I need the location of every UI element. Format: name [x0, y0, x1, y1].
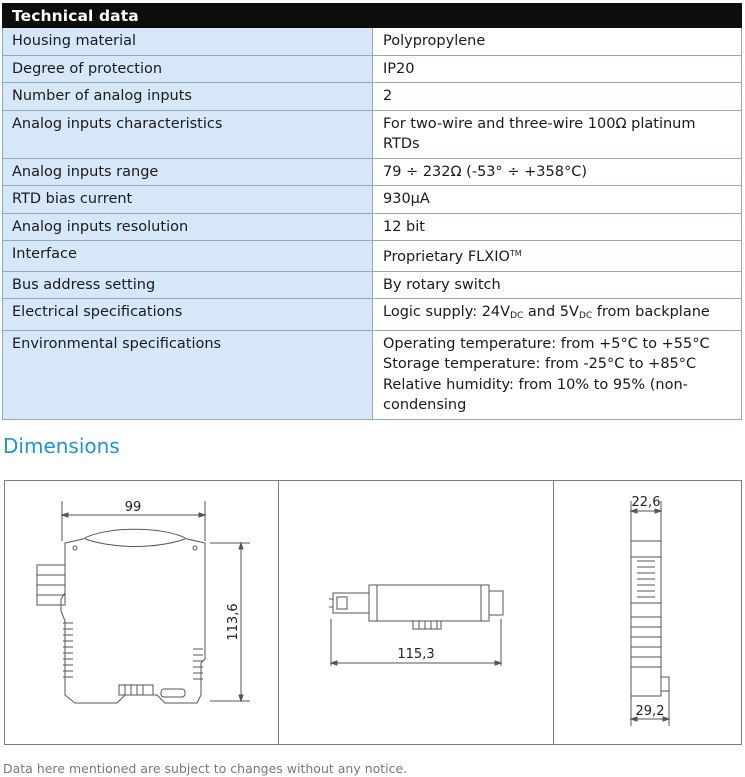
row-value: For two-wire and three-wire 100Ω platinum RTDs [373, 110, 742, 158]
table-row [3, 241, 742, 272]
bottom-view-panel [278, 480, 554, 745]
front-view-panel [4, 480, 279, 745]
footnote: Data here mentioned are subject to changes without any notice. [3, 761, 408, 776]
table-row [3, 186, 742, 214]
row-value: IP20 [373, 55, 742, 83]
bottom-view-drawing [279, 481, 553, 744]
row-label: Environmental specifications [3, 330, 373, 419]
row-value: By rotary switch [373, 271, 742, 299]
side-view-drawing [554, 481, 741, 744]
row-label: Housing material [3, 28, 373, 56]
table-row [3, 330, 742, 419]
row-label: Analog inputs range [3, 158, 373, 186]
technical-data-title: Technical data [3, 4, 742, 28]
env-line: condensing [383, 397, 467, 413]
row-value: Polypropylene [373, 28, 742, 56]
interface-value: Proprietary FLXIO [383, 249, 510, 265]
row-label: Analog inputs resolution [3, 213, 373, 241]
dc-subscript: DC [578, 311, 593, 321]
row-label: Electrical specifications [3, 299, 373, 331]
trademark-sup: TM [509, 249, 522, 258]
table-row [3, 83, 742, 111]
env-line: Relative humidity: from 10% to 95% (non- [383, 376, 688, 393]
row-label: Degree of protection [3, 55, 373, 83]
row-label: Analog inputs characteristics [3, 110, 373, 158]
row-value: 79 ÷ 232Ω (-53° ÷ +358°C) [373, 158, 742, 186]
row-value: 2 [373, 83, 742, 111]
logic-supply-text: from backplane [592, 304, 710, 320]
row-label: Bus address setting [3, 271, 373, 299]
row-value: 930μA [373, 186, 742, 214]
table-row [3, 110, 742, 158]
row-label: RTD bias current [3, 186, 373, 214]
row-value [373, 241, 742, 272]
dc-subscript: DC [510, 311, 524, 321]
front-view-drawing [5, 481, 278, 744]
side-view-panel [553, 480, 742, 745]
table-row [3, 213, 742, 241]
table-row [3, 28, 742, 56]
row-value [373, 330, 742, 419]
table-row [3, 158, 742, 186]
table-row [3, 299, 742, 331]
front-height-label: 113,6 [226, 603, 241, 641]
logic-supply-text: and 5V [523, 304, 579, 320]
logic-supply-text: Logic supply: 24V [383, 304, 511, 320]
table-row [3, 55, 742, 83]
row-label: Number of analog inputs [3, 83, 373, 111]
table-row [3, 271, 742, 299]
technical-data-table [2, 3, 742, 420]
env-line: Storage temperature: from -25°C to +85°C [383, 356, 697, 372]
side-top-width-label: 22,6 [631, 495, 661, 510]
row-value: 12 bit [373, 213, 742, 241]
bottom-length-label: 115,3 [397, 647, 435, 662]
front-width-label: 99 [124, 500, 142, 515]
side-bottom-width-label: 29,2 [635, 704, 665, 719]
row-label: Interface [3, 241, 373, 272]
dimensions-title: Dimensions [3, 434, 120, 458]
row-value [373, 299, 742, 331]
env-line: Operating temperature: from +5°C to +55°C [383, 335, 710, 352]
